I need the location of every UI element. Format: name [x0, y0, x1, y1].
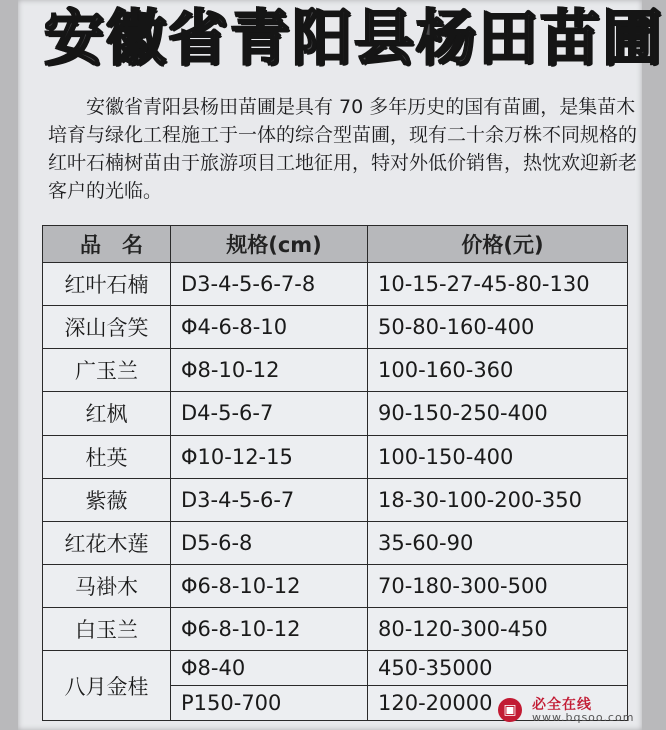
cell-spec: Φ10-12-15 — [171, 435, 368, 478]
cell-price: 90-150-250-400 — [368, 392, 628, 435]
cell-spec: Φ6-8-10-12 — [171, 608, 368, 651]
document-page — [18, 0, 664, 730]
cell-spec: Φ4-6-8-10 — [171, 306, 368, 349]
cell-spec: D3-4-5-6-7-8 — [171, 263, 368, 306]
page-title: 安徽省青阳县杨田苗圃 — [44, 4, 664, 74]
header-spec: 规格(cm) — [171, 226, 368, 263]
cell-spec: Φ8-10-12 — [171, 349, 368, 392]
cell-name: 红枫 — [43, 392, 171, 435]
cell-price: 10-15-27-45-80-130 — [368, 263, 628, 306]
table-row — [43, 349, 628, 392]
table-header-row — [43, 226, 628, 263]
intro-paragraph: 安徽省青阳县杨田苗圃是具有 70 多年历史的国有苗圃，是集苗木培育与绿化工程施工于一体的综合型苗圃，现有二十余万株不同规格的红叶石楠树苗由于旅游项目工地征用，特对外低价销售，热忱欢迎新老客户的光临。 — [48, 96, 638, 202]
table-row — [43, 435, 628, 478]
cell-price: 100-150-400 — [368, 435, 628, 478]
table-row — [43, 651, 628, 686]
cell-price: 35-60-90 — [368, 521, 628, 564]
table-row — [43, 564, 628, 607]
cell-name: 红花木莲 — [43, 521, 171, 564]
cell-price: 80-120-300-450 — [368, 608, 628, 651]
cell-spec: D5-6-8 — [171, 521, 368, 564]
table-row — [43, 306, 628, 349]
cell-spec: D3-4-5-6-7 — [171, 478, 368, 521]
watermark-name: 必全在线 — [532, 697, 592, 713]
cell-price: 450-35000 — [368, 651, 628, 686]
cell-name: 红叶石楠 — [43, 263, 171, 306]
header-name: 品 名 — [43, 226, 171, 263]
cell-spec: P150-700 — [171, 686, 368, 721]
cell-name: 马褂木 — [43, 564, 171, 607]
table-row — [43, 608, 628, 651]
table-row — [43, 392, 628, 435]
cell-spec: Φ8-40 — [171, 651, 368, 686]
cell-price: 18-30-100-200-350 — [368, 478, 628, 521]
cell-name: 紫薇 — [43, 478, 171, 521]
table-row — [43, 478, 628, 521]
watermark-url: www.bqsoo.com — [532, 711, 635, 724]
cell-price: 100-160-360 — [368, 349, 628, 392]
cell-price: 50-80-160-400 — [368, 306, 628, 349]
cell-spec: Φ6-8-10-12 — [171, 564, 368, 607]
cell-name: 广玉兰 — [43, 349, 171, 392]
price-table — [42, 225, 628, 721]
cell-spec: D4-5-6-7 — [171, 392, 368, 435]
watermark — [498, 694, 648, 726]
cell-name: 杜英 — [43, 435, 171, 478]
cell-name: 八月金桂 — [43, 651, 171, 721]
table-row — [43, 263, 628, 306]
watermark-logo-icon: ▣ — [498, 698, 522, 722]
cell-price: 70-180-300-500 — [368, 564, 628, 607]
header-price: 价格(元) — [368, 226, 628, 263]
table-row — [43, 521, 628, 564]
cell-name: 深山含笑 — [43, 306, 171, 349]
cell-name: 白玉兰 — [43, 608, 171, 651]
cell-price: 120-20000 — [368, 686, 628, 721]
